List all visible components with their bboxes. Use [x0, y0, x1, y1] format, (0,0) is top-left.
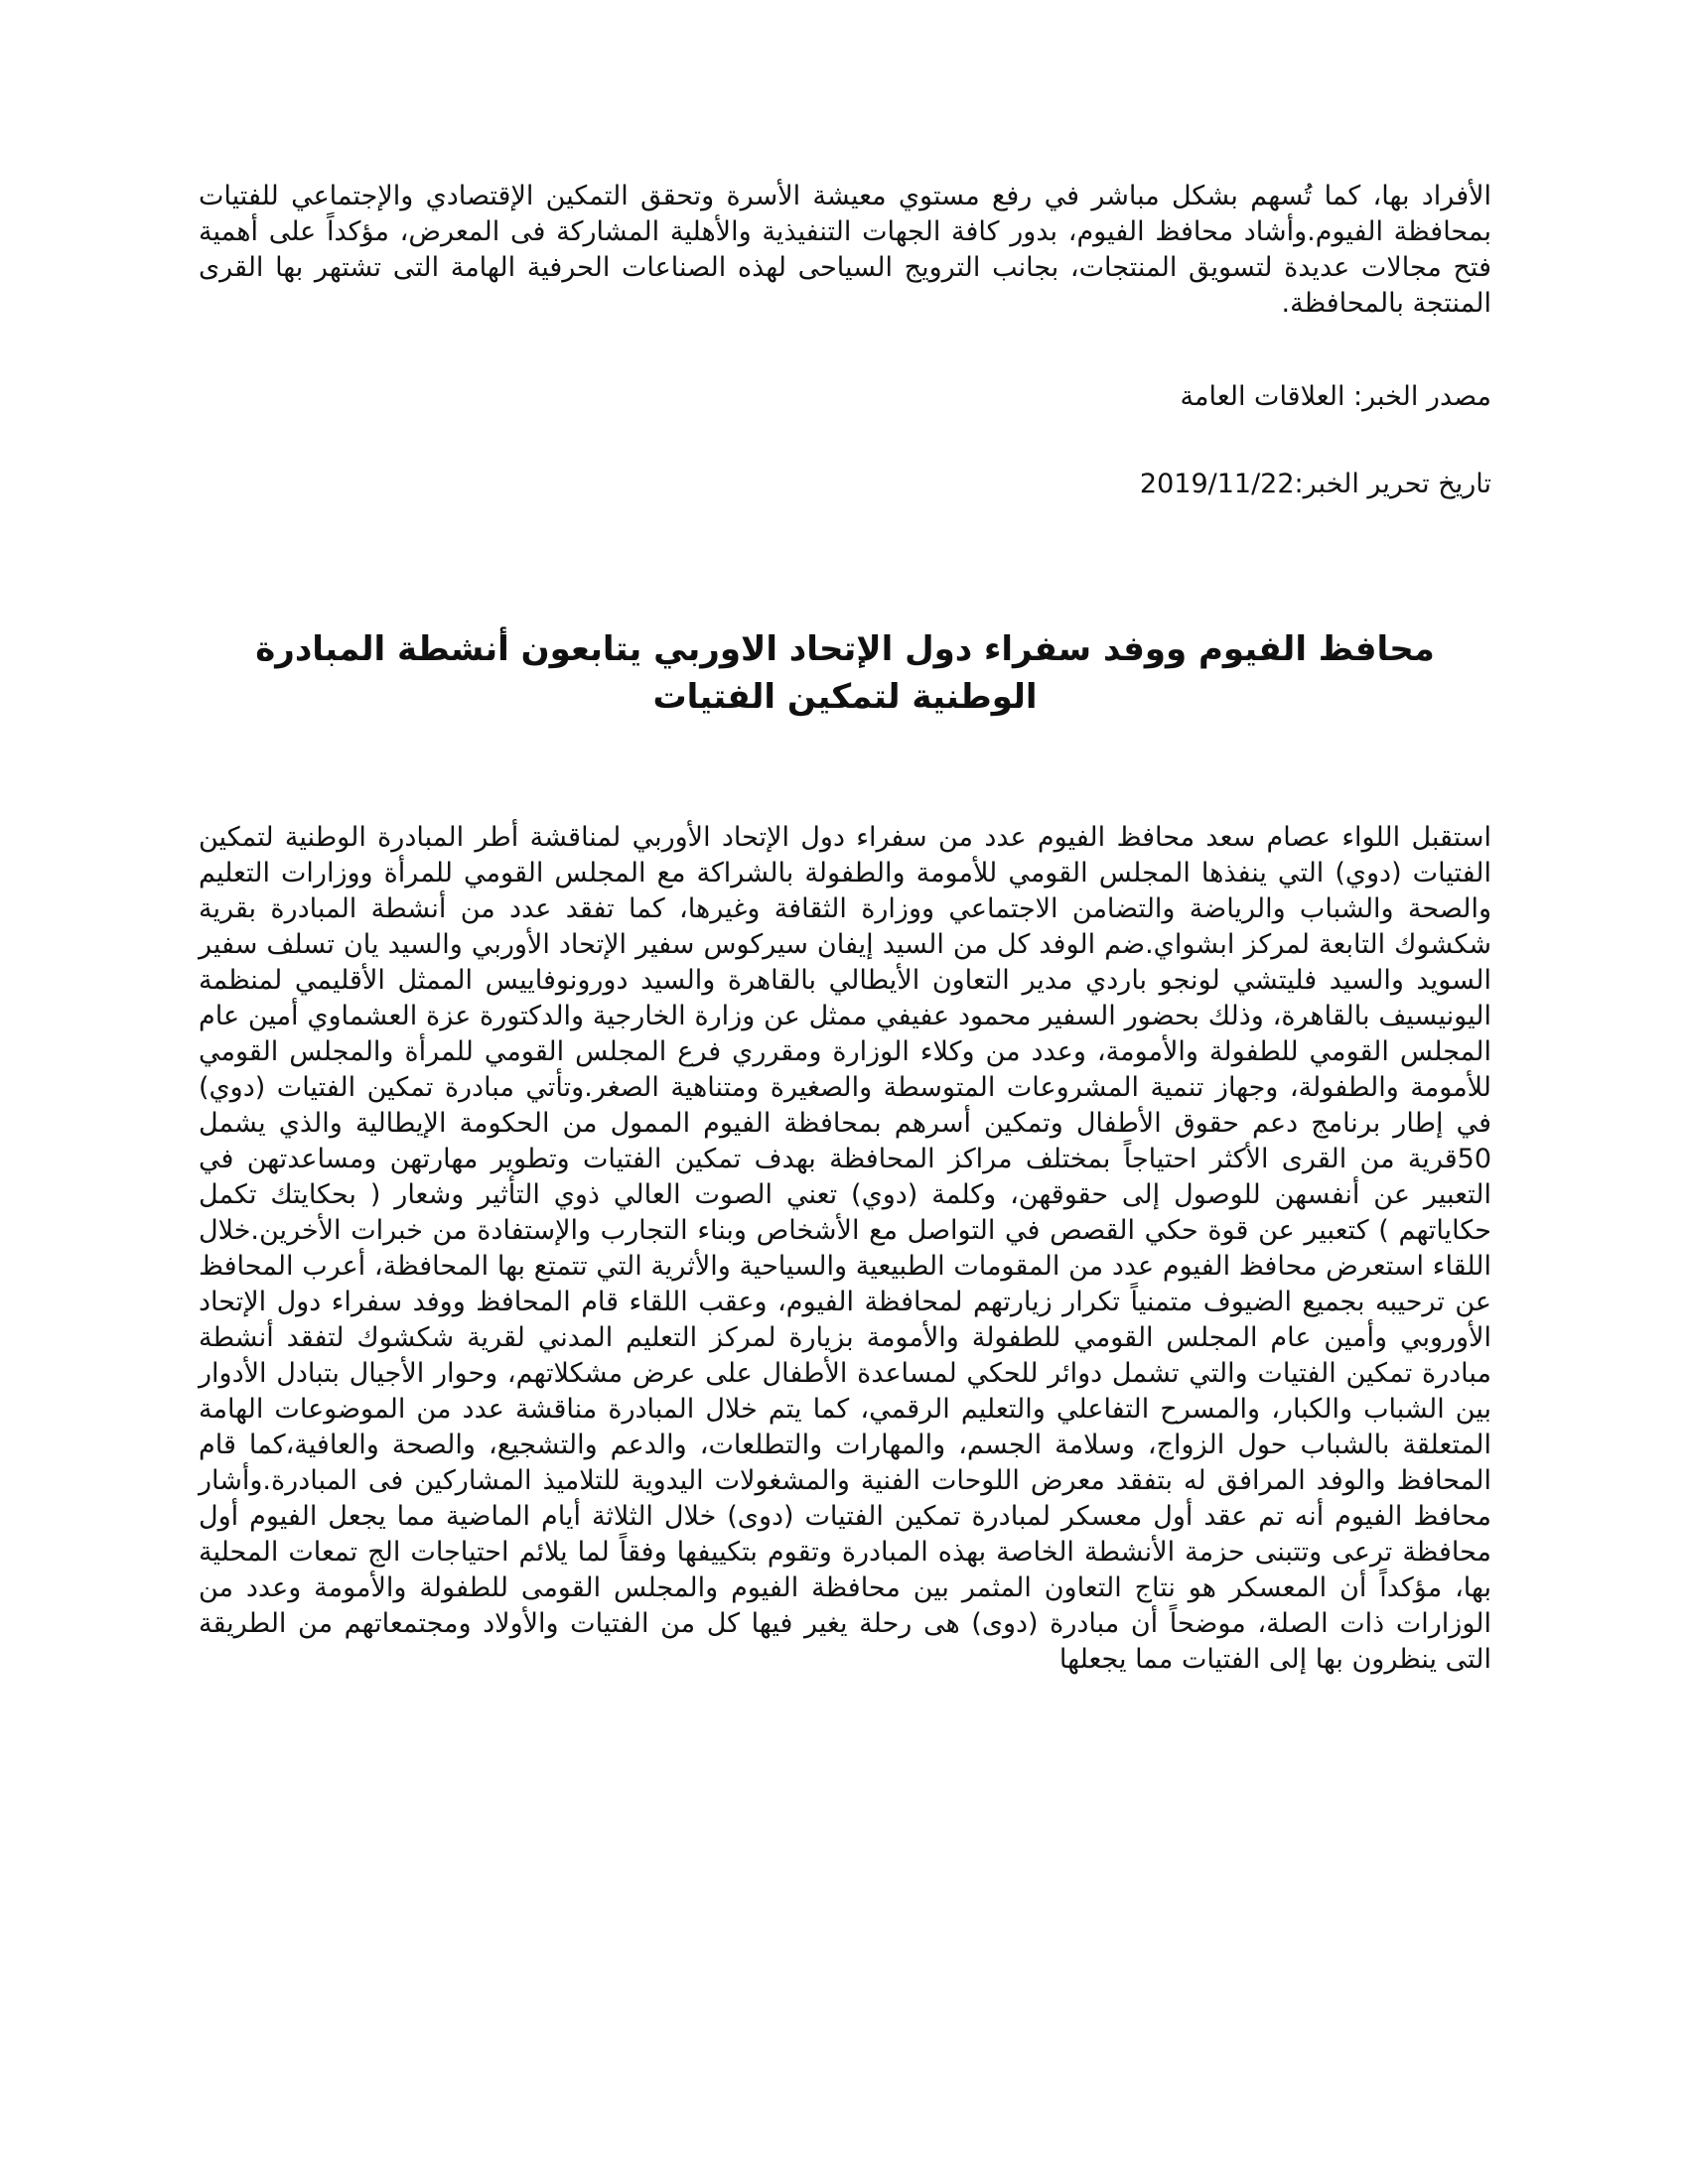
article-headline: محافظ الفيوم ووفد سفراء دول الإتحاد الاوربي يتابعون أنشطة المبادرة الوطنية لتمكين الفتيات — [255, 629, 1435, 717]
news-source-line: مصدر الخبر: العلاقات العامة — [1180, 381, 1491, 412]
article-body-paragraph: استقبل اللواء عصام سعد محافظ الفيوم عدد من سفراء دول الإتحاد الأوربي لمناقشة أطر المبادرة الوطنية لتمكين الفتيات (دوي) التي ينفذها المجلس القومي للأمومة والطفولة بالشراكة مع المجلس القومي للمرأة ووزارات التعليم والصحة والشباب والرياضة والتضامن الاجتماعي ووزارة الثقافة وغيرها، كما تفقد عدد من أنشطة المبادرة بقرية شكشوك التابعة لمركز ابشواي.ضم الوفد كل من السيد إيفان سيركوس سفير الإتحاد الأوربي والسيد يان تسلف سفير السويد والسيد فليتشي لونجو باردي مدير التعاون الأيطالي بالقاهرة والسيد دورونوفاييس الممثل الأقليمي لمنظمة اليونيسيف بالقاهرة، وذلك بحضور السفير محمود عفيفي ممثل عن وزارة الخارجية والدكتورة عزة العشماوي أمين عام المجلس القومي للطفولة والأمومة، وعدد من وكلاء الوزارة ومقرري فرع المجلس القومي للمرأة والمجلس القومي للأمومة والطفولة، وجهاز تنمية المشروعات المتوسطة والصغيرة ومتناهية الصغر.وتأتي مبادرة تمكين الفتيات (دوي) في إطار برنامج دعم حقوق الأطفال وتمكين أسرهم بمحافظة الفيوم الممول من الحكومة الإيطالية والذي يشمل 50قرية من القرى الأكثر احتياجاً بمختلف مراكز المحافظة بهدف تمكين الفتيات وتطوير مهارتهن ومساعدتهن في التعبير عن أنفسهن للوصول إلى حقوقهن، وكلمة (دوي) تعني الصوت العالي ذوي التأثير وشعار ( بحكايتك تكمل حكاياتهم ) كتعبير عن قوة حكي القصص في التواصل مع الأشخاص وبناء التجارب والإستفادة من خبرات الأخرين.خلال اللقاء استعرض محافظ الفيوم عدد من المقومات الطبيعية والسياحية والأثرية التي تتمتع بها المحافظة، أعرب المحافظ عن ترحيبه بجميع الضيوف متمنياً تكرار زيارتهم لمحافظة الفيوم، وعقب اللقاء قام المحافظ ووفد سفراء دول الإتحاد الأوروبي وأمين عام المجلس القومي للطفولة والأمومة بزيارة لمركز التعليم المدني لقرية شكشوك لتفقد أنشطة مبادرة تمكين الفتيات والتي تشمل دوائر للحكي لمساعدة الأطفال على عرض مشكلاتهم، وحوار الأجيال بتبادل الأدوار بين الشباب والكبار، والمسرح التفاعلي والتعليم الرقمي، كما يتم خلال المبادرة مناقشة عدد من الموضوعات الهامة المتعلقة بالشباب حول الزواج، وسلامة الجسم، والمهارات والتطلعات، والدعم والتشجيع، والصحة والعافية،كما قام المحافظ والوفد المرافق له بتفقد معرض اللوحات الفنية والمشغولات اليدوية للتلاميذ المشاركين فى المبادرة.وأشار محافظ الفيوم أنه تم عقد أول معسكر لمبادرة تمكين الفتيات (دوى) خلال الثلاثة أيام الماضية مما يجعل الفيوم أول محافظة ترعى وتتبنى حزمة الأنشطة الخاصة بهذه المبادرة وتقوم بتكييفها وفقاً لما يلائم احتياجات الج تمعات المحلية بها، مؤكداً أن المعسكر هو نتاج التعاون المثمر بين محافظة الفيوم والمجلس القومى للطفولة والأمومة وعدد من الوزارات ذات الصلة، موضحاً أن مبادرة (دوى) هى رحلة يغير فيها كل من الفتيات والأولاد ومجتمعاتهم من الطريقة التى ينظرون بها إلى الفتيات مما يجعلها — [199, 822, 1491, 1675]
intro-paragraph: الأفراد بها، كما تُسهم بشكل مباشر في رفع مستوي معيشة الأسرة وتحقق التمكين الإقتصادي والإجتماعي للفتيات بمحافظة الفيوم.وأشاد محافظ الفيوم، بدور كافة الجهات التنفيذية والأهلية المشاركة فى المعرض، مؤكداً على أهمية فتح مجالات عديدة لتسويق المنتجات، بجانب الترويج السياحى لهذه الصناعات الحرفية الهامة التى تشتهر بها القرى المنتجة بالمحافظة. — [199, 181, 1491, 319]
news-date-line: تاريخ تحرير الخبر:2019/11/22 — [1139, 469, 1491, 499]
